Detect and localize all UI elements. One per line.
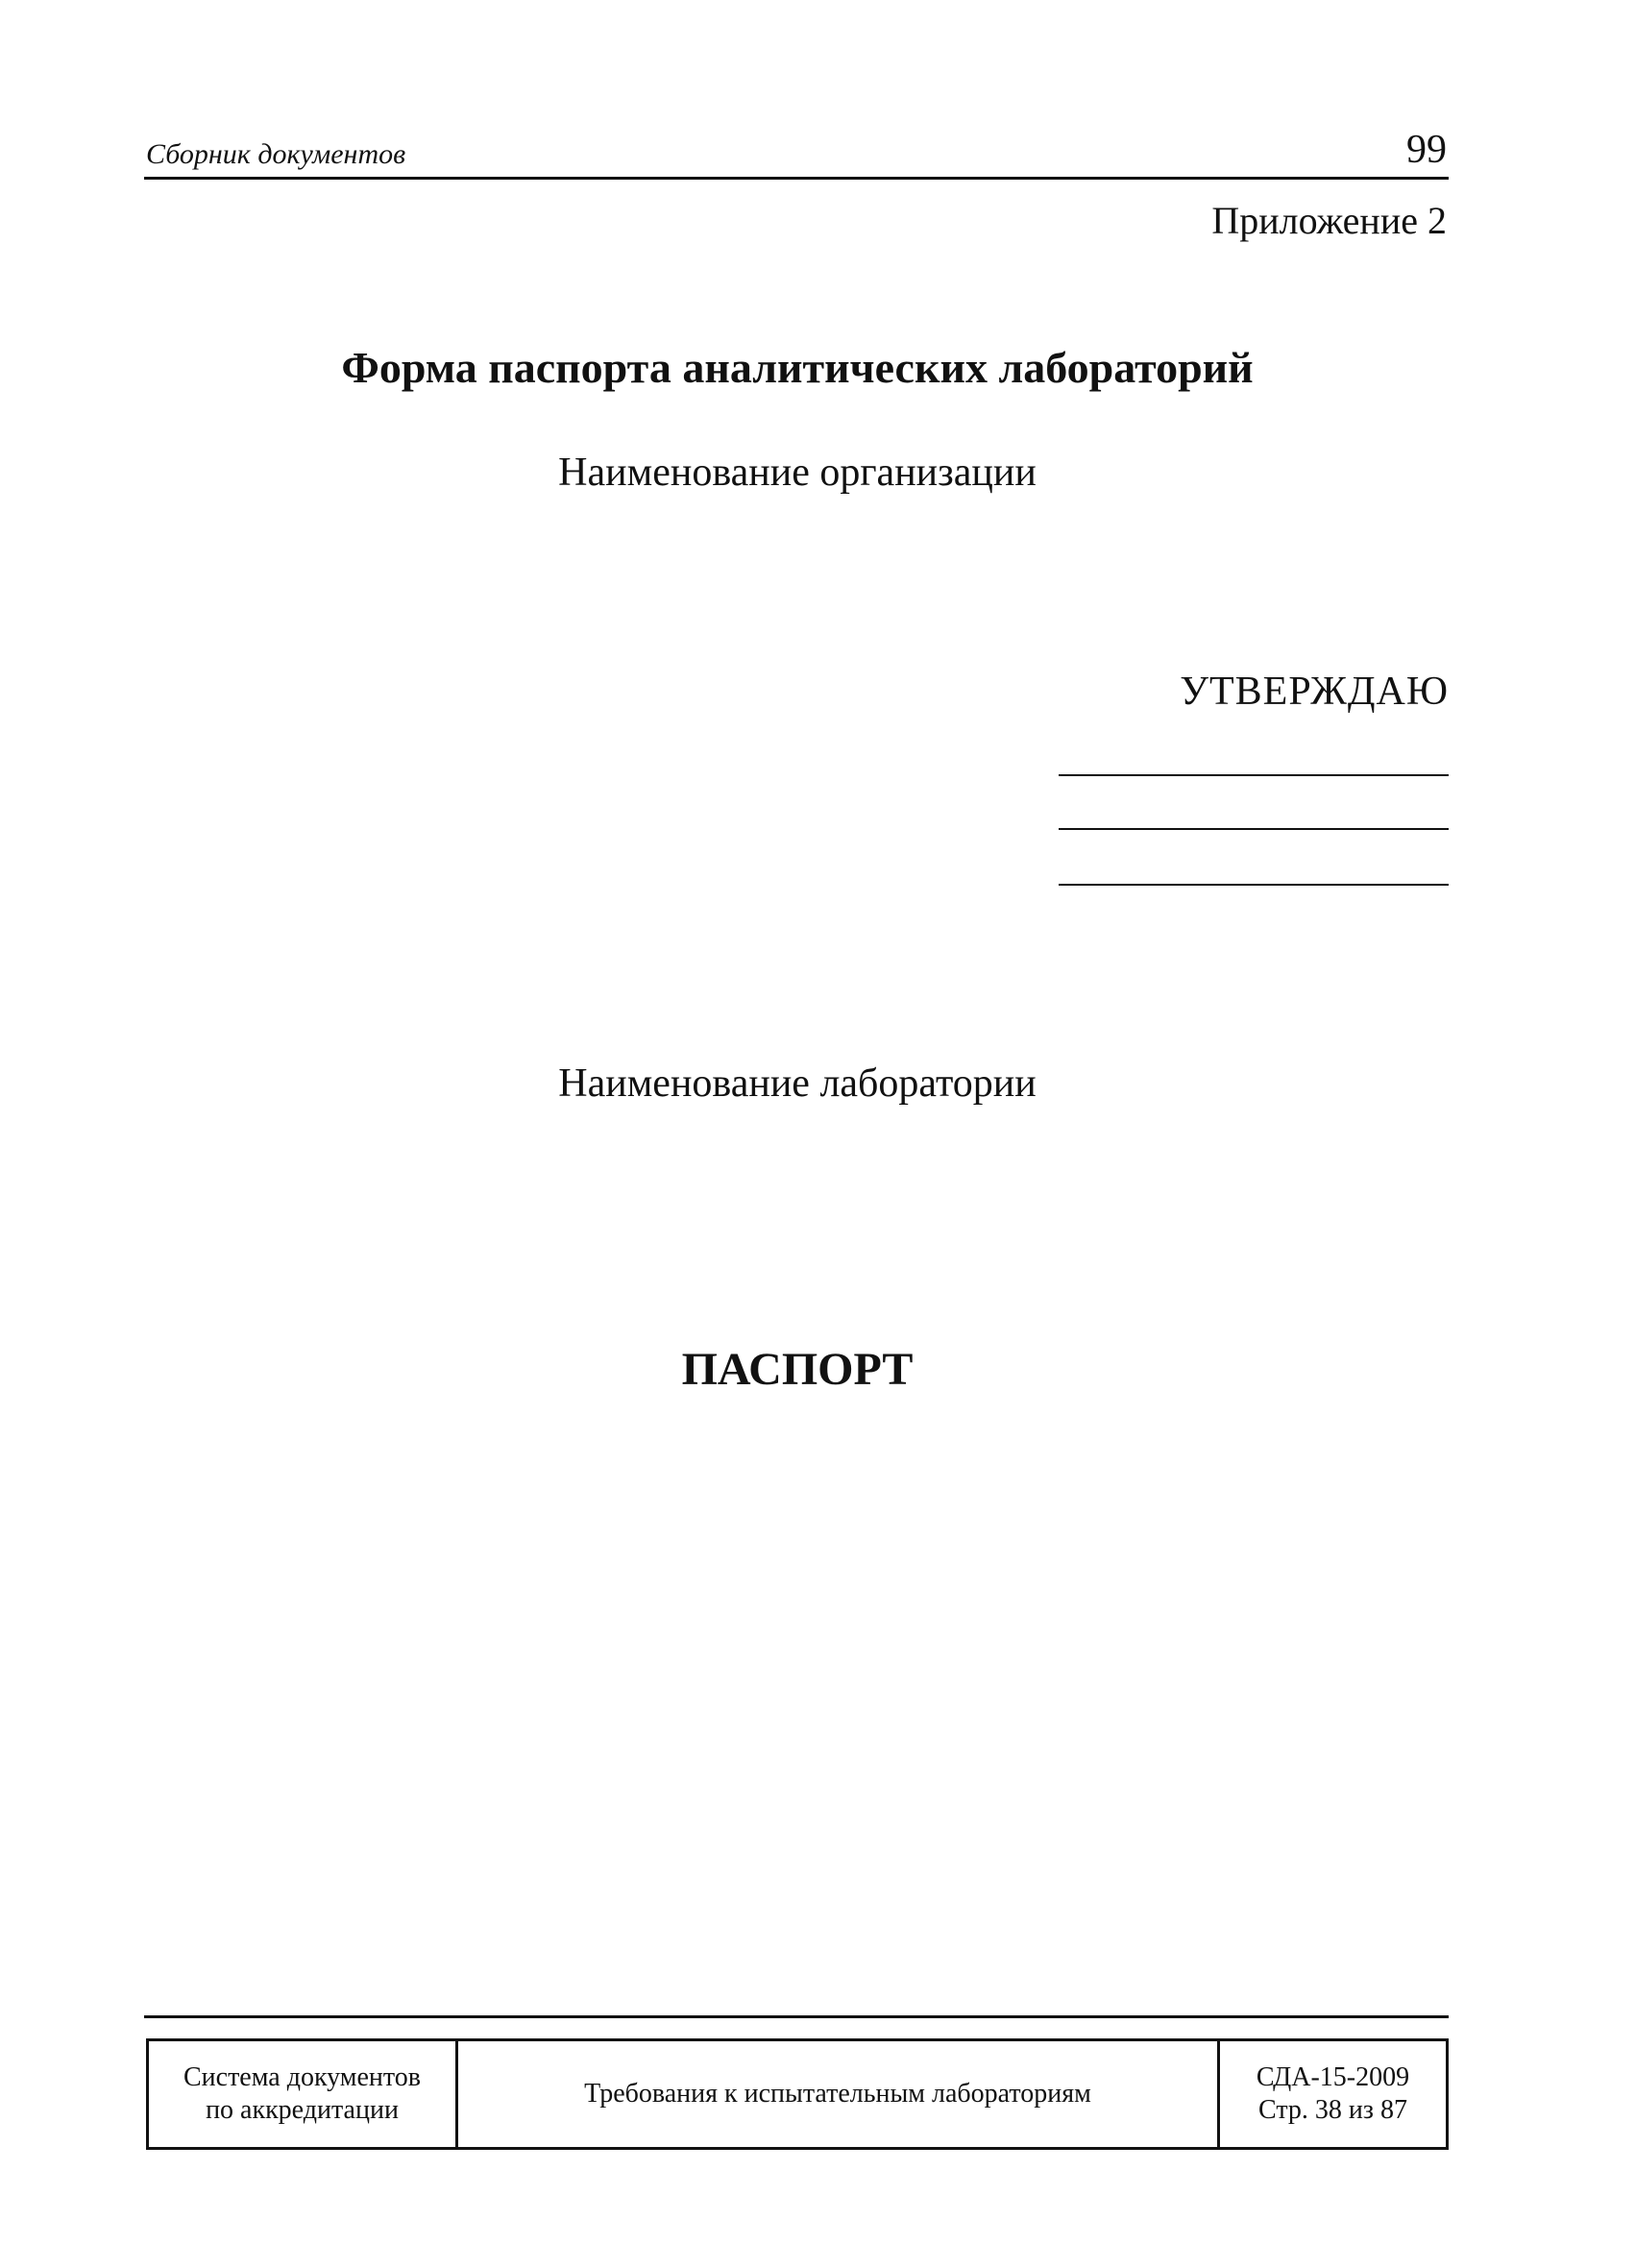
footer-code-cell xyxy=(1220,2041,1446,2147)
footer-requirements-cell xyxy=(458,2041,1220,2147)
form-title: Форма паспорта аналитических лабораторий xyxy=(341,343,1254,392)
signature-line-2 xyxy=(1059,828,1449,830)
footer-system-line1: Система документов xyxy=(183,2062,421,2092)
footer-system-cell xyxy=(149,2041,458,2147)
footer-page-info: Стр. 38 из 87 xyxy=(1258,2095,1407,2125)
appendix-label: Приложение 2 xyxy=(1211,199,1447,242)
approve-label: УТВЕРЖДАЮ xyxy=(1180,670,1449,714)
signature-line-1 xyxy=(1059,774,1449,776)
running-header xyxy=(144,123,1449,180)
footer-table xyxy=(146,2038,1449,2150)
footer-requirements: Требования к испытательным лабораториям xyxy=(584,2079,1091,2109)
footer-doc-code: СДА-15-2009 xyxy=(1256,2062,1410,2092)
signature-line-3 xyxy=(1059,884,1449,886)
organization-name-label: Наименование организации xyxy=(558,451,1037,495)
footer-rule xyxy=(144,2015,1449,2018)
page-number: 99 xyxy=(1406,128,1447,172)
collection-title: Сборник документов xyxy=(146,138,406,170)
footer-system-line2: по аккредитации xyxy=(206,2095,399,2125)
laboratory-name-label: Наименование лаборатории xyxy=(558,1061,1037,1106)
passport-title: ПАСПОРТ xyxy=(681,1344,914,1395)
